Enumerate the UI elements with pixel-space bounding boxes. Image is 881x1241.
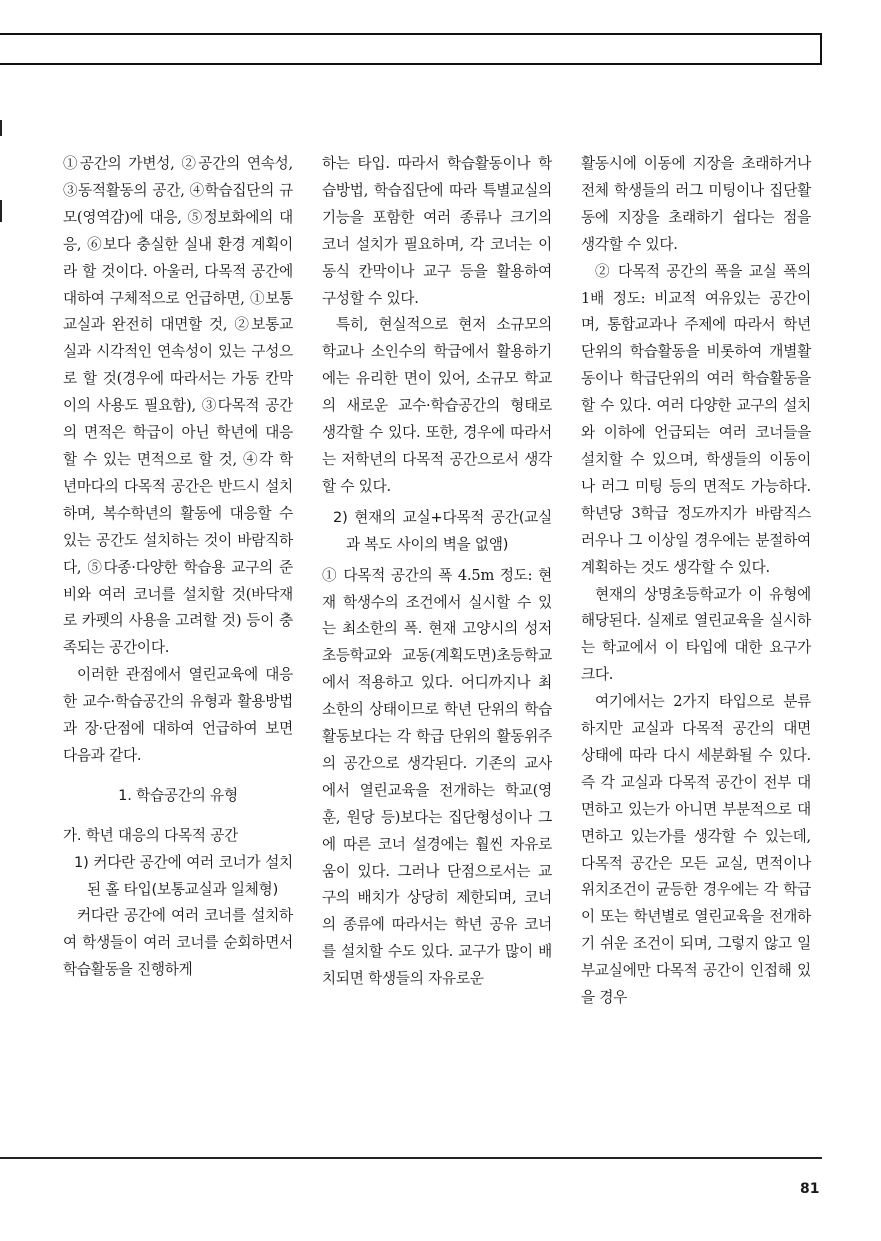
- margin-mark: [0, 200, 2, 222]
- paragraph: 하는 타입. 따라서 학습활동이나 학습방법, 학습집단에 따라 특별교실의 기능을 포함한 여러 종류나 크기의 코너 설치가 필요하며, 각 코너는 이동식 칸막이나 교구 등을 활용하여 구성할 수 있다.: [322, 155, 552, 307]
- footer-rule: [0, 1157, 822, 1159]
- paragraph: 커다란 공간에 여러 코너를 설치하여 학생들이 여러 코너를 순회하면서 학습활동을 진행하게: [63, 907, 293, 979]
- item-heading: 2) 현재의 교실+다목적 공간(교실과 복도 사이의 벽을 없앰): [333, 508, 552, 553]
- text-column-3: [581, 151, 811, 1012]
- section-heading: 1. 학습공간의 유형: [118, 786, 238, 804]
- paragraph: 이러한 관점에서 열린교육에 대응한 교수·학습공간의 유형과 활용방법과 장·단점에 대하여 언급하여 보면 다음과 같다.: [63, 666, 293, 764]
- paragraph: ① 다목적 공간의 폭 4.5m 정도: 현재 학생수의 조건에서 실시할 수 있는 최소한의 폭. 현재 고양시의 성저초등학교와 교동(계획도면)초등학교에서 적용하고 있다. 어디까지나 최소한의 상태이므로 학년 단위의 학습활동보다는 각 학급 단위의 활동위주의 공간으로 생각된다. 기존의 교사에서 열린교육을 전개하는 학교(영훈, 원당 등)보다는 집단형성이나 그에 따른 코너 설경에는 훨씬 자유로움이 있다. 그러나 단점으로서는 교구의 배치가 상당히 제한되며, 코너의 종류에 따라서는 학년 공유 코너를 설치할 수도 있다. 교구가 많이 배치되면 학생들의 자유로운: [322, 566, 552, 988]
- margin-mark: [0, 120, 2, 136]
- header-frame: [0, 33, 822, 65]
- text-column-2: [322, 151, 552, 993]
- paragraph: 현재의 상명초등학교가 이 유형에 해당된다. 실제로 열린교육을 실시하는 학교에서 이 타입에 대한 요구가 크다.: [581, 585, 811, 684]
- paragraph: ② 다목적 공간의 폭을 교실 폭의 1배 정도: 비교적 여유있는 공간이며, 통합교과나 주제에 따라서 학년단위의 학습활동을 비롯하여 개별활동이나 학급단위의 여러 학습활동을 할 수 있다. 여러 다양한 교구의 설치와 이하에 언급되는 여러 코너들을 설치할 수 있으며, 학생들의 이동이나 러그 미팅 등의 면적도 가능하다. 학년당 3학급 정도까지가 바람직스러우나 그 이상일 경우에는 분절하여 계획하는 것도 생각할 수 있다.: [581, 262, 811, 576]
- item-heading: 1) 커다란 공간에 여러 코너가 설치된 홀 타입(보통교실과 일체형): [74, 853, 293, 898]
- paragraph: 여기에서는 2가지 타입으로 분류하지만 교실과 다목적 공간의 대면 상태에 따라 다시 세분화될 수 있다. 즉 각 교실과 다목적 공간이 전부 대면하고 있는가 아니면 부분적으로 대면하고 있는가를 생각할 수 있는데, 다목적 공간은 모든 교실, 면적이나 위치조건이 균등한 경우에는 각 학급이 또는 학년별로 열린교육을 전개하기 쉬운 조건이 되며, 그렇지 않고 일부교실에만 다목적 공간이 인접해 있을 경우: [581, 693, 811, 1007]
- text-column-1: [63, 151, 293, 984]
- paragraph: 활동시에 이동에 지장을 초래하거나 전체 학생들의 러그 미팅이나 집단활동에 지장을 초래하기 쉽다는 점을 생각할 수 있다.: [581, 155, 811, 253]
- paragraph: ①공간의 가변성, ②공간의 연속성, ③동적활동의 공간, ④학습집단의 규모(영역감)에 대응, ⑤정보화에의 대응, ⑥보다 충실한 실내 환경 계획이라 할 것이다. 아울러, 다목적 공간에 대하여 구체적으로 언급하면, ①보통교실과 완전히 대면할 것, ②보통교실과 시각적인 연속성이 있는 구성으로 할 것(경우에 따라서는 가동 칸막이의 사용도 필요함), ③다목적 공간의 면적은 학급이 아닌 학년에 대응할 수 있는 면적으로 할 것, ④각 학년마다의 다목적 공간은 반드시 설치하며, 복수학년의 활동에 대응할 수 있는 공간도 설치하는 것이 바람직하다, ⑤다종·다양한 학습용 교구의 준비와 여러 코너를 설치할 것(바닥재로 카펫의 사용을 고려할 것) 등이 충족되는 공간이다.: [63, 155, 293, 657]
- page-number: 81: [800, 1181, 820, 1197]
- paragraph: 특히, 현실적으로 현저 소규모의 학교나 소인수의 학급에서 활용하기에는 유리한 면이 있어, 소규모 학교의 새로운 교수·학습공간의 형태로 생각할 수 있다. 또한, 경우에 따라서는 저학년의 다목적 공간으로서 생각할 수 있다.: [322, 316, 552, 495]
- subsection-heading: 가. 학년 대응의 다목적 공간: [63, 826, 239, 844]
